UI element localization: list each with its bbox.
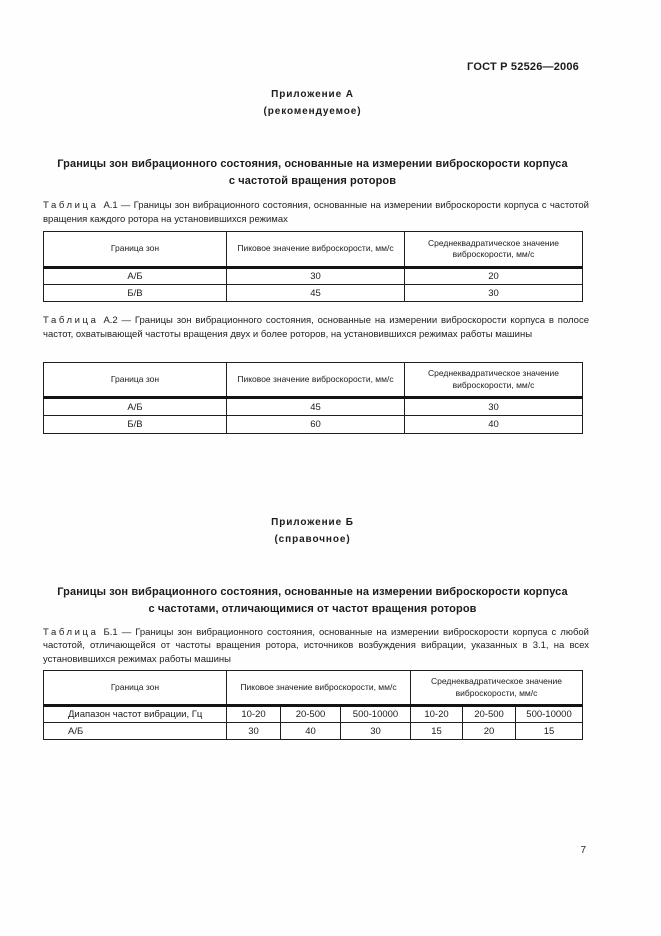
table-b1-header-row: [44, 671, 583, 706]
table-a2-caption-text: А.2 — Границы зон вибрационного состояния, основанные на измерении виброскорости корпуса в полосе частот, охватывающей частоты вращения двух и более роторов, на установившихся режимах работы машины: [43, 315, 589, 340]
appendix-b-heading: [43, 584, 582, 618]
value-cell: 20: [463, 723, 516, 740]
table-a1-caption: [43, 199, 589, 227]
freq-band-cell: 500-10000: [516, 706, 583, 723]
appendix-b-title: Приложение Б: [271, 517, 354, 528]
table-row: [44, 723, 583, 740]
table-b1-caption-text: Б.1 — Границы зон вибрационного состояния, основанные на измерении виброскорости корпуса с любой частотой, отличающейся от частоты вращения ротора, источников возбуждения вибрации, указанных в 3.1, на всех установившихся режимах работы машины: [43, 627, 589, 665]
column-group-rms: Среднеквадратическое значение виброскорости, мм/с: [411, 671, 583, 706]
freq-band-cell: 20-500: [463, 706, 516, 723]
table-a1-header-row: [44, 232, 583, 268]
appendix-b-heading-line2: с частотами, отличающимися от частот вращения роторов: [148, 603, 477, 615]
appendix-a-heading-line1: Границы зон вибрационного состояния, основанные на измерении виброскорости корпуса: [57, 158, 568, 170]
peak-value-cell: 45: [227, 285, 405, 302]
zone-cell: А/Б: [44, 268, 227, 285]
table-row: [44, 268, 583, 285]
zone-cell: Б/В: [44, 416, 227, 434]
appendix-a-heading: [43, 156, 582, 190]
table-b1: [43, 670, 583, 740]
frequency-row-label: Диапазон частот вибрации, Гц: [44, 706, 227, 723]
table-a2-caption-label: Таблица: [43, 315, 99, 326]
column-group-peak: Пиковое значение виброскорости, мм/с: [227, 671, 411, 706]
value-cell: 30: [341, 723, 411, 740]
column-header-rms: Среднеквадратическое значение виброскорости, мм/с: [405, 232, 583, 268]
freq-band-cell: 500-10000: [341, 706, 411, 723]
column-header-rms: Среднеквадратическое значение виброскорости, мм/с: [405, 363, 583, 398]
table-row: [44, 398, 583, 416]
column-header-zone: Граница зон: [44, 671, 227, 706]
appendix-a-subtitle: (рекомендуемое): [263, 106, 362, 117]
value-cell: 15: [516, 723, 583, 740]
page-number: 7: [580, 845, 586, 856]
appendix-a-heading-line2: с частотой вращения роторов: [228, 175, 397, 187]
peak-value-cell: 60: [227, 416, 405, 434]
table-a1: [43, 231, 583, 302]
zone-cell: А/Б: [44, 723, 227, 740]
rms-value-cell: 30: [405, 285, 583, 302]
zone-cell: А/Б: [44, 398, 227, 416]
table-a2: [43, 362, 583, 434]
table-b1-caption: [43, 626, 589, 666]
value-cell: 15: [411, 723, 463, 740]
table-a2-header-row: [44, 363, 583, 398]
freq-band-cell: 20-500: [281, 706, 341, 723]
value-cell: 30: [227, 723, 281, 740]
column-header-zone: Граница зон: [44, 232, 227, 268]
table-a1-caption-text: А.1 — Границы зон вибрационного состояния, основанные на измерении виброскорости корпуса с частотой вращения каждого ротора на установившихся режимах: [43, 200, 589, 225]
doc-code: ГОСТ Р 52526—2006: [467, 61, 579, 73]
rms-value-cell: 20: [405, 268, 583, 285]
table-a2-caption: [43, 314, 589, 342]
peak-value-cell: 30: [227, 268, 405, 285]
appendix-b-subtitle: (справочное): [274, 534, 351, 545]
column-header-peak: Пиковое значение виброскорости, мм/с: [227, 232, 405, 268]
table-row: [44, 285, 583, 302]
appendix-a-title: Приложение А: [271, 89, 354, 100]
column-header-peak: Пиковое значение виброскорости, мм/с: [227, 363, 405, 398]
rms-value-cell: 30: [405, 398, 583, 416]
freq-band-cell: 10-20: [411, 706, 463, 723]
column-header-zone: Граница зон: [44, 363, 227, 398]
zone-cell: Б/В: [44, 285, 227, 302]
peak-value-cell: 45: [227, 398, 405, 416]
table-b1-caption-label: Таблица: [43, 627, 99, 638]
frequency-band-row: [44, 706, 583, 723]
table-row: [44, 416, 583, 434]
table-a1-caption-label: Таблица: [43, 200, 99, 211]
rms-value-cell: 40: [405, 416, 583, 434]
value-cell: 40: [281, 723, 341, 740]
freq-band-cell: 10-20: [227, 706, 281, 723]
appendix-b-heading-line1: Границы зон вибрационного состояния, основанные на измерении виброскорости корпуса: [57, 586, 568, 598]
